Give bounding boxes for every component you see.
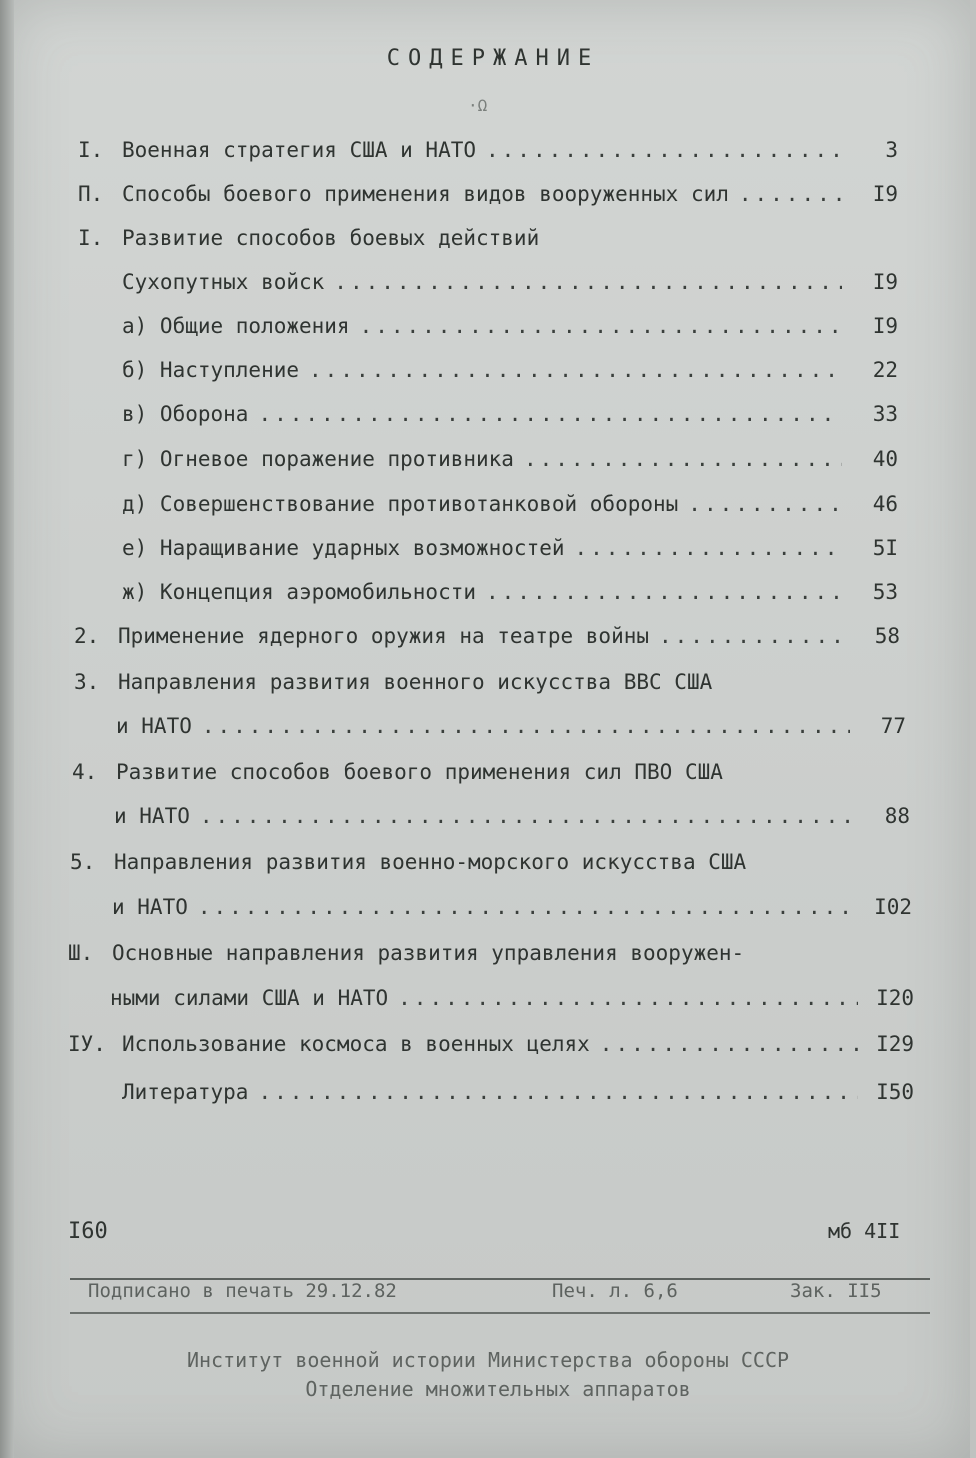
toc-entry <box>122 402 898 434</box>
dot-leader <box>200 804 854 828</box>
dot-leader <box>258 402 842 426</box>
toc-entry <box>78 138 898 170</box>
toc-entry-page: I9 <box>872 182 898 206</box>
toc-entry <box>112 895 912 927</box>
toc-entry-page: 3 <box>885 138 898 162</box>
dot-leader <box>575 536 842 560</box>
page-edge-shadow <box>0 0 14 1458</box>
toc-entry-page: 77 <box>880 714 906 738</box>
toc-entry-title: и НАТО <box>112 895 188 919</box>
toc-entry <box>122 1080 914 1112</box>
toc-entry-page: 22 <box>872 358 898 382</box>
toc-entry-page: I9 <box>872 270 898 294</box>
toc-entry-page: I29 <box>876 1032 914 1056</box>
toc-entry <box>122 270 898 302</box>
toc-entry-title: е) Наращивание ударных возможностей <box>122 536 565 560</box>
toc-entry-number: 3. <box>74 670 100 694</box>
toc-entry-title: Направления развития военно-морского искусства США <box>114 850 747 874</box>
toc-entry-title: и НАТО <box>116 714 192 738</box>
toc-entry-title: Сухопутных войск <box>122 270 325 294</box>
dot-leader <box>398 986 858 1010</box>
toc-entry <box>122 447 898 479</box>
toc-entry-page: 5I <box>872 536 898 560</box>
toc-entry-page: I50 <box>876 1080 914 1104</box>
toc-entry-title: д) Совершенствование противотанковой обороны <box>122 492 679 516</box>
toc-entry <box>68 1032 914 1064</box>
toc-entry-title: Использование космоса в военных целях <box>122 1032 590 1056</box>
toc-entry-title: Применение ядерного оружия на театре войны <box>118 624 650 648</box>
toc-entry-title: Военная стратегия США и НАТО <box>122 138 477 162</box>
dot-leader <box>309 358 842 382</box>
toc-entry-page: 33 <box>872 402 898 426</box>
dot-leader <box>524 447 842 471</box>
toc-entry <box>78 182 898 214</box>
toc-entry-title: Способы боевого применения видов вооруженных сил <box>122 182 729 206</box>
toc-entry-number: I. <box>78 138 104 162</box>
dot-leader <box>334 270 842 294</box>
page-title: СОДЕРЖАНИЕ <box>386 46 600 71</box>
toc-entry-title: Развитие способов боевых действий <box>122 226 540 250</box>
toc-entry <box>110 986 914 1018</box>
toc-entry <box>122 358 898 390</box>
toc-entry-page: I20 <box>876 986 914 1010</box>
toc-entry-number: 2. <box>74 624 100 648</box>
toc-entry <box>114 804 910 836</box>
toc-entry <box>74 624 900 656</box>
imprint-sheets: Печ. л. 6,6 <box>552 1280 678 1302</box>
toc-entry-title: Литература <box>122 1080 249 1104</box>
toc-entry-page: 53 <box>872 580 898 604</box>
toc-entry-title: ными силами США и НАТО <box>110 986 389 1010</box>
dot-leader <box>600 1032 858 1056</box>
toc-entry <box>122 492 898 524</box>
institute-name: Институт военной истории Министерства обороны СССР <box>186 1348 790 1372</box>
toc-entry-title: а) Общие положения <box>122 314 350 338</box>
toc-entry-number: 4. <box>72 760 98 784</box>
toc-entry-page: I02 <box>874 895 912 919</box>
toc-entry-number: Ш. <box>68 941 94 965</box>
toc-entry-number: П. <box>78 182 104 206</box>
toc-entry-number: 5. <box>70 850 96 874</box>
toc-entry-number: IУ. <box>68 1032 106 1056</box>
imprint-signed: Подписано в печать 29.12.82 <box>88 1280 397 1302</box>
toc-entry-title: б) Наступление <box>122 358 300 382</box>
toc-entry <box>122 314 898 346</box>
toc-entry-number: I. <box>78 226 104 250</box>
toc-entry <box>74 670 850 702</box>
toc-entry <box>122 580 898 612</box>
imprint-order: Зак. II5 <box>790 1280 882 1302</box>
page-number: I60 <box>68 1219 108 1244</box>
dot-leader <box>486 580 842 604</box>
toc-entry-page: I9 <box>872 314 898 338</box>
toc-entry-title: и НАТО <box>114 804 190 828</box>
toc-entry <box>72 760 856 792</box>
toc-entry-title: Развитие способов боевого применения сил ПВО США <box>116 760 723 784</box>
toc-entry-title: Направления развития военного искусства ВВС США <box>118 670 713 694</box>
toc-entry-page: 46 <box>872 492 898 516</box>
toc-entry-page: 40 <box>872 447 898 471</box>
toc-entry <box>116 714 906 746</box>
dot-leader <box>688 492 842 516</box>
toc-entry <box>122 536 898 568</box>
toc-entry-page: 88 <box>884 804 910 828</box>
divider <box>70 1312 930 1314</box>
institute-department: Отделение множительных аппаратов <box>305 1377 691 1401</box>
toc-entry <box>68 941 862 973</box>
dot-leader <box>202 714 850 738</box>
dot-leader <box>659 624 844 648</box>
dot-leader <box>258 1080 858 1104</box>
toc-entry <box>70 850 860 882</box>
toc-entry <box>78 226 848 258</box>
toc-entry-page: 58 <box>874 624 900 648</box>
toc-entry-title: Основные направления развития управления вооружен- <box>112 941 745 965</box>
toc-entry-title: г) Огневое поражение противника <box>122 447 514 471</box>
print-code: мб 4II <box>828 1219 901 1243</box>
toc-entry-title: ж) Концепция аэромобильности <box>122 580 477 604</box>
dot-leader <box>360 314 842 338</box>
ink-mark: ·Ω <box>468 96 488 115</box>
dot-leader <box>198 895 856 919</box>
dot-leader <box>486 138 842 162</box>
toc-entry-title: в) Оборона <box>122 402 249 426</box>
dot-leader <box>739 182 842 206</box>
